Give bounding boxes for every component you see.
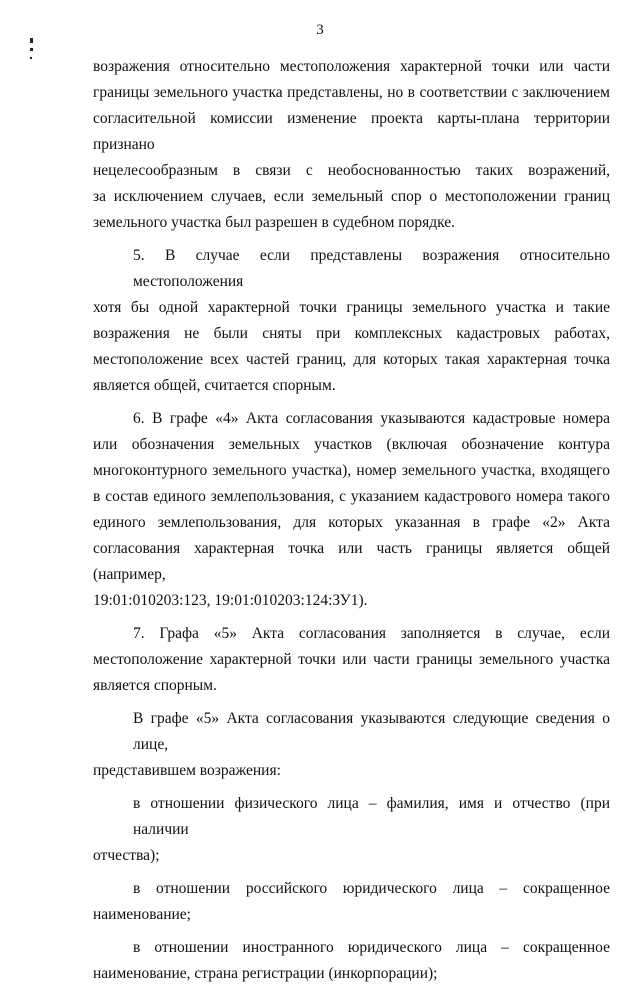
text-line: местоположение характерной точки или части границы земельного участка — [93, 651, 610, 668]
text-line: 7. Графа «5» Акта согласования заполняется в случае, если — [133, 625, 610, 642]
text-line: 19:01:010203:123, 19:01:010203:124:ЗУ1). — [93, 592, 368, 609]
text-line: единого землепользования, для которых указанная в графе «2» Акта — [93, 514, 610, 531]
paragraph-individual — [93, 791, 610, 869]
text-line: земельного участка был разрешен в судебном порядке. — [93, 214, 455, 231]
document-body — [93, 54, 610, 987]
text-line: возражения относительно местоположения характерной точки или части — [93, 58, 610, 75]
text-line: или обозначения земельных участков (включая обозначение контура — [93, 436, 610, 453]
paragraph-item-7 — [93, 621, 610, 699]
text-line: за исключением случаев, если земельный спор о местоположении границ — [93, 188, 610, 205]
text-line: отчества); — [93, 847, 160, 864]
text-line: является спорным. — [93, 677, 217, 694]
text-line: согласительной комиссии изменение проекта карты-плана территории признано — [93, 110, 610, 153]
text-line: нецелесообразным в связи с необоснованностью таких возражений, — [93, 162, 610, 179]
text-line: В графе «5» Акта согласования указываются следующие сведения о лице, — [133, 710, 610, 753]
text-line: 5. В случае если представлены возражения относительно местоположения — [133, 247, 610, 290]
paragraph-column-5-info — [93, 706, 610, 784]
paragraph-item-5 — [93, 243, 610, 399]
text-line: местоположение всех частей границ, для которых такая характерная точка — [93, 351, 610, 368]
text-line: многоконтурного земельного участка), номер земельного участка, входящего — [93, 462, 610, 479]
paragraph-item-6 — [93, 406, 610, 614]
text-line: в отношении иностранного юридического лица – сокращенное — [133, 939, 610, 956]
text-line: в состав единого землепользования, с указанием кадастрового номера такого — [93, 488, 610, 505]
text-line: возражения не были сняты при комплексных кадастровых работах, — [93, 325, 610, 342]
paragraph-continuation — [93, 54, 610, 236]
text-line: представившем возражения: — [93, 762, 281, 779]
text-line: наименование; — [93, 906, 191, 923]
text-line: в отношении российского юридического лица – сокращенное — [133, 880, 610, 897]
text-line: в отношении физического лица – фамилия, имя и отчество (при наличии — [133, 795, 610, 838]
text-line: согласования характерная точка или часть границы является общей (например, — [93, 540, 610, 583]
paragraph-russian-entity — [93, 876, 610, 928]
text-line: 6. В графе «4» Акта согласования указываются кадастровые номера — [133, 410, 610, 427]
binding-marks — [30, 38, 40, 78]
page-number: 3 — [316, 22, 324, 38]
text-line: является общей, считается спорным. — [93, 377, 336, 394]
text-line: хотя бы одной характерной точки границы земельного участка и такие — [93, 299, 610, 316]
text-line: наименование, страна регистрации (инкорпорации); — [93, 965, 438, 982]
text-line: границы земельного участка представлены, но в соответствии с заключением — [93, 84, 610, 101]
paragraph-foreign-entity — [93, 935, 610, 987]
